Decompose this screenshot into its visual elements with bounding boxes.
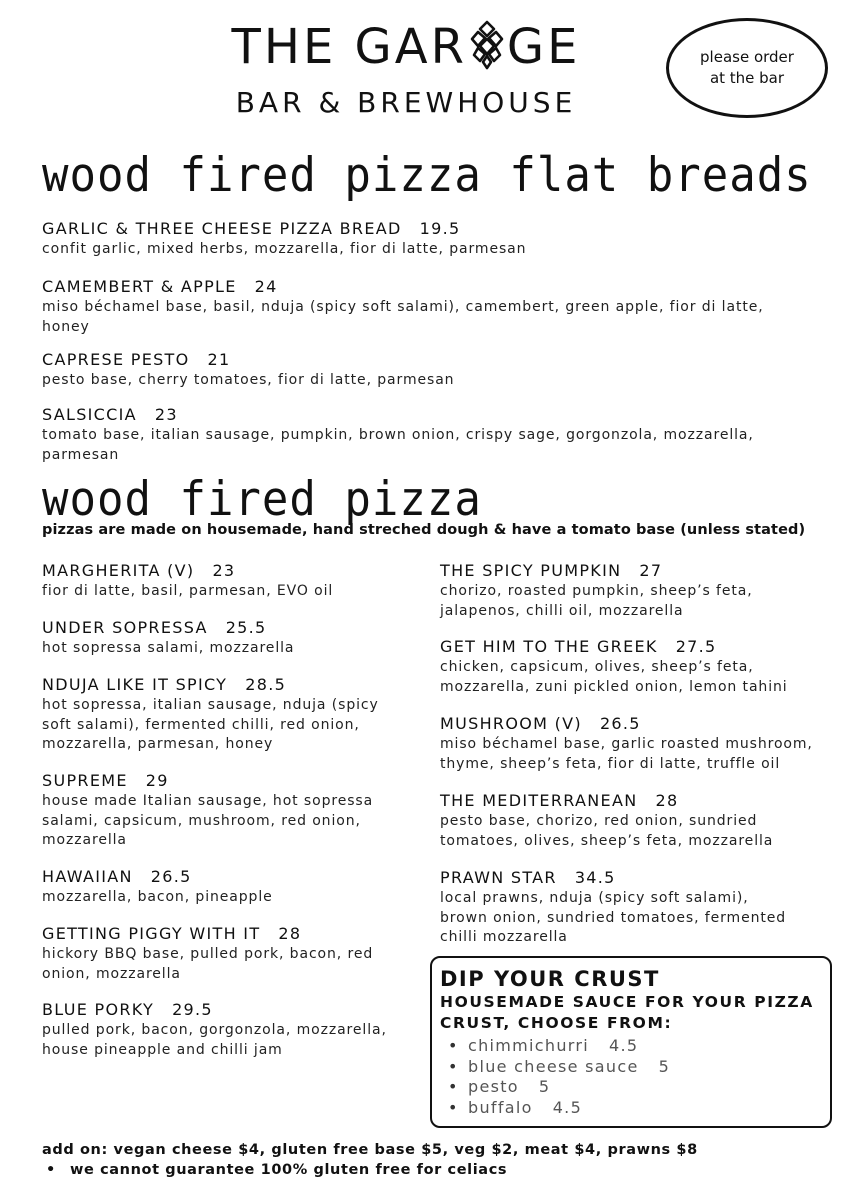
- logo-title-part2: GE: [506, 19, 581, 75]
- menu-item-garlic-three-cheese: [42, 218, 822, 260]
- item-name: MARGHERITA (V): [42, 561, 195, 580]
- bullet-icon: •: [448, 1036, 459, 1055]
- item-desc: hot sopressa, italian sausage, nduja (spicy: [42, 697, 379, 713]
- item-desc: soft salami), fermented chilli, red onion,: [42, 716, 360, 733]
- menu-item-under-sopressa: [42, 617, 412, 659]
- item-desc: jalapenos, chilli oil, mozzarella: [440, 602, 684, 619]
- item-desc: pesto base, chorizo, red onion, sundried: [440, 813, 758, 829]
- dip-title: DIP YOUR CRUST: [440, 967, 660, 991]
- item-desc: brown onion, sundried tomatoes, fermented: [440, 909, 787, 926]
- dip-option: [448, 1036, 830, 1057]
- dip-option-price: 4.5: [552, 1097, 583, 1117]
- item-price: 28: [278, 924, 302, 943]
- item-price: 23: [212, 561, 236, 580]
- order-at-bar-badge: [666, 18, 828, 118]
- hop-icon: [467, 18, 507, 82]
- menu-item-get-him-to-the-greek: [440, 636, 840, 697]
- item-desc: mozzarella, zuni pickled onion, lemon tahini: [440, 678, 788, 695]
- item-desc: pesto base, cherry tomatoes, fior di latte, parmesan: [42, 372, 455, 388]
- item-price: 24: [254, 277, 278, 296]
- item-desc: honey: [42, 318, 90, 335]
- dip-option-price: 5: [658, 1056, 671, 1076]
- item-name: CAPRESE PESTO: [42, 350, 190, 369]
- dip-option: [448, 1098, 830, 1119]
- logo-title: [196, 18, 616, 82]
- menu-item-camembert-apple: [42, 276, 822, 337]
- item-name: SUPREME: [42, 771, 128, 790]
- item-desc: chilli mozzarella: [440, 929, 568, 945]
- dip-option-price: 4.5: [609, 1036, 639, 1055]
- item-desc: salami, capsicum, mushroom, red onion,: [42, 812, 361, 829]
- item-price: 28.5: [245, 675, 287, 694]
- item-name: GETTING PIGGY WITH IT: [42, 924, 261, 943]
- item-desc: miso béchamel base, basil, nduja (spicy soft salami), camembert, green apple, fior di latte,: [42, 299, 764, 315]
- menu-item-prawn-star: [440, 867, 840, 948]
- bullet-icon: •: [448, 1077, 459, 1096]
- item-price: 23: [154, 405, 178, 424]
- menu-item-blue-porky: [42, 999, 412, 1060]
- dip-your-crust-box: [430, 956, 832, 1128]
- bullet-icon: •: [448, 1056, 459, 1076]
- item-desc: tomato base, italian sausage, pumpkin, brown onion, crispy sage, gorgonzola, mozzarella,: [42, 427, 754, 443]
- item-price: 25.5: [225, 618, 267, 637]
- item-desc: mozzarella: [42, 832, 127, 848]
- gluten-free-note: we cannot guarantee 100% gluten free for celiacs: [70, 1162, 508, 1178]
- dip-option-name: buffalo: [468, 1097, 533, 1117]
- menu-item-spicy-pumpkin: [440, 560, 840, 621]
- item-price: 28: [655, 791, 679, 810]
- pizza-dough-note: pizzas are made on housemade, hand streched dough & have a tomato base (unless stated): [42, 522, 806, 538]
- item-desc: onion, mozzarella: [42, 965, 181, 982]
- item-desc: hickory BBQ base, pulled pork, bacon, red: [42, 946, 374, 962]
- item-name: SALSICCIA: [42, 405, 137, 424]
- dip-option: [448, 1077, 830, 1098]
- item-price: 21: [207, 350, 231, 369]
- menu-item-getting-piggy-with-it: [42, 923, 412, 984]
- gluten-free-disclaimer: [46, 1162, 507, 1178]
- menu-item-nduja-like-it-spicy: [42, 674, 412, 755]
- item-name: THE SPICY PUMPKIN: [440, 561, 622, 580]
- item-desc: pulled pork, bacon, gorgonzola, mozzarella,: [42, 1022, 387, 1038]
- item-desc: fior di latte, basil, parmesan, EVO oil: [42, 583, 334, 599]
- item-desc: thyme, sheep’s feta, fior di latte, truffle oil: [440, 755, 781, 772]
- item-name: PRAWN STAR: [440, 868, 557, 887]
- item-name: THE MEDITERRANEAN: [440, 791, 638, 810]
- item-desc: mozzarella, bacon, pineapple: [42, 889, 273, 905]
- logo: [196, 18, 616, 120]
- dip-subtitle-line1: HOUSEMADE SAUCE FOR YOUR PIZZA: [440, 993, 814, 1011]
- item-desc: house made Italian sausage, hot sopressa: [42, 793, 374, 809]
- dip-option-name: chimmichurri: [468, 1036, 589, 1055]
- item-price: 29.5: [172, 1000, 213, 1019]
- dip-option-price: 5: [538, 1077, 551, 1096]
- item-desc: parmesan: [42, 446, 120, 463]
- item-desc: chorizo, roasted pumpkin, sheep’s feta,: [440, 583, 753, 599]
- menu-item-mushroom: [440, 713, 840, 774]
- flatbreads-title: wood fired pizza flat breads: [42, 148, 812, 204]
- menu-item-supreme: [42, 770, 412, 851]
- menu-item-salsiccia: [42, 404, 822, 465]
- menu-item-caprese-pesto: [42, 349, 822, 391]
- item-price: 26.5: [150, 867, 192, 886]
- dip-options-list: [440, 1036, 830, 1118]
- item-name: HAWAIIAN: [42, 867, 133, 886]
- item-name: GET HIM TO THE GREEK: [440, 637, 658, 656]
- item-desc: local prawns, nduja (spicy soft salami),: [440, 890, 749, 906]
- item-desc: tomatoes, olives, sheep’s feta, mozzarella: [440, 832, 774, 849]
- item-desc: chicken, capsicum, olives, sheep’s feta,: [440, 659, 754, 675]
- item-price: 27: [639, 561, 663, 580]
- item-desc: confit garlic, mixed herbs, mozzarella, fior di latte, parmesan: [42, 241, 527, 257]
- item-price: 34.5: [574, 868, 616, 887]
- pizza-title: wood fired pizza: [42, 472, 482, 528]
- item-name: CAMEMBERT & APPLE: [42, 277, 237, 296]
- menu-item-margherita: [42, 560, 412, 602]
- logo-title-part1: THE GAR: [231, 19, 467, 75]
- item-name: MUSHROOM (V): [440, 714, 582, 733]
- dip-option: [448, 1057, 830, 1078]
- item-price: 26.5: [599, 714, 641, 733]
- item-desc: mozzarella, parmesan, honey: [42, 736, 274, 752]
- item-desc: hot sopressa salami, mozzarella: [42, 640, 295, 656]
- item-desc: miso béchamel base, garlic roasted mushroom,: [440, 736, 813, 752]
- menu-item-hawaiian: [42, 866, 412, 908]
- item-name: BLUE PORKY: [42, 1000, 155, 1019]
- bullet-icon: •: [448, 1097, 459, 1117]
- order-note-line2: at the bar: [709, 69, 785, 87]
- logo-subtitle: BAR & BREWHOUSE: [235, 86, 577, 119]
- item-name: NDUJA LIKE IT SPICY: [42, 675, 228, 694]
- item-price: 27.5: [675, 637, 717, 656]
- addons-note: add on: vegan cheese $4, gluten free base $5, veg $2, meat $4, prawns $8: [42, 1142, 698, 1158]
- dip-option-name: blue cheese sauce: [468, 1056, 639, 1076]
- item-name: UNDER SOPRESSA: [42, 618, 208, 637]
- dip-option-name: pesto: [468, 1077, 519, 1096]
- bullet-icon: •: [46, 1162, 56, 1178]
- order-note-line1: please order: [700, 48, 794, 66]
- item-desc: house pineapple and chilli jam: [42, 1041, 283, 1058]
- item-price: 29: [145, 771, 169, 790]
- dip-subtitle-line2: CRUST, CHOOSE FROM:: [440, 1014, 673, 1032]
- item-name: GARLIC & THREE CHEESE PIZZA BREAD: [42, 219, 402, 238]
- item-price: 19.5: [419, 219, 461, 238]
- menu-item-mediterranean: [440, 790, 840, 851]
